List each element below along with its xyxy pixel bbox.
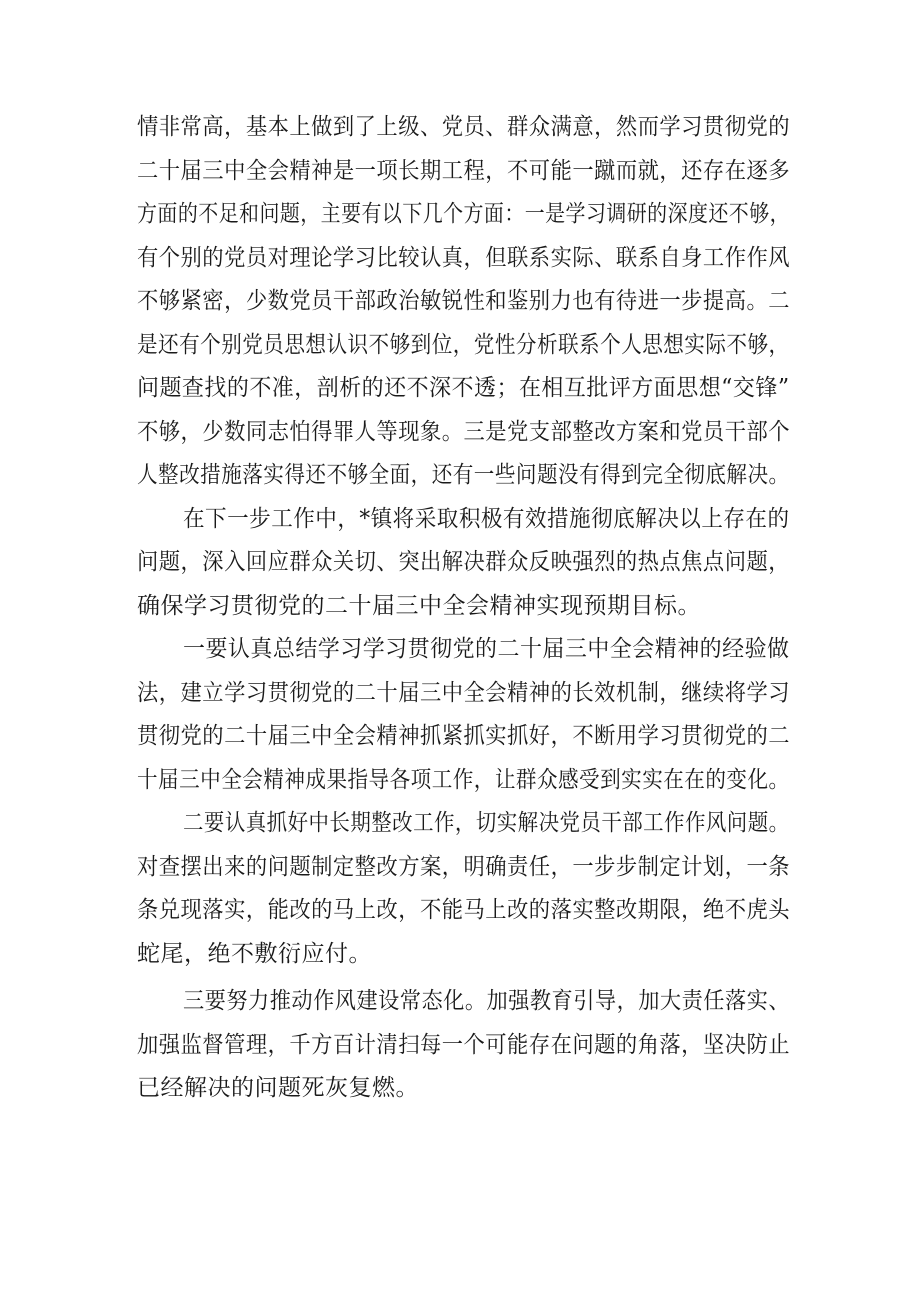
text-line: 已经解决的问题死灰复燃。 (137, 1075, 419, 1101)
text-line: 方面的不足和问题，主要有以下几个方面：一是学习调研的深度还不够， (137, 201, 790, 227)
text-line: 不够，少数同志怕得罪人等现象。三是党支部整改方案和党员干部个 (137, 419, 790, 445)
text-line: 一要认真总结学习学习贯彻党的二十届三中全会精神的经验做 (183, 636, 790, 662)
text-line: 对查摆出来的问题制定整改方案，明确责任，一步步制定计划，一条 (137, 854, 790, 880)
text-line: 法，建立学习贯彻党的二十届三中全会精神的长效机制，继续将学习 (137, 680, 790, 706)
text-line: 是还有个别党员思想认识不够到位，党性分析联系个人思想实际不够， (137, 332, 790, 358)
text-line: 人整改措施落实得还不够全面，还有一些问题没有得到完全彻底解决。 (137, 462, 790, 488)
text-line: 贯彻党的二十届三中全会精神抓紧抓实抓好，不断用学习贯彻党的二 (137, 723, 790, 749)
text-line: 十届三中全会精神成果指导各项工作，让群众感受到实实在在的变化。 (137, 767, 790, 793)
text-line: 情非常高，基本上做到了上级、党员、群众满意，然而学习贯彻党的 (137, 114, 790, 140)
text-line: 问题，深入回应群众关切、突出解决群众反映强烈的热点焦点问题， (137, 549, 790, 575)
text-line: 二要认真抓好中长期整改工作，切实解决党员干部工作作风问题。 (183, 810, 790, 836)
text-line: 加强监督管理，千方百计清扫每一个可能存在问题的角落，坚决防止 (137, 1032, 790, 1058)
text-line: 条兑现落实，能改的马上改，不能马上改的落实整改期限，绝不虎头 (137, 897, 790, 923)
text-line: 二十届三中全会精神是一项长期工程，不可能一蹴而就，还存在逐多 (137, 158, 790, 184)
text-line: 问题查找的不准，剖析的还不深不透；在相互批评方面思想“交锋” (137, 375, 790, 401)
text-line: 蛇尾，绝不敷衍应付。 (137, 941, 372, 967)
text-line: 有个别的党员对理论学习比较认真，但联系实际、联系自身工作作风 (137, 245, 790, 271)
text-line: 不够紧密，少数党员干部政治敏锐性和鉴别力也有待进一步提高。二 (137, 288, 790, 314)
text-line: 在下一步工作中，*镇将采取积极有效措施彻底解决以上存在的 (183, 506, 790, 532)
text-line: 三要努力推动作风建设常态化。加强教育引导，加大责任落实、 (183, 988, 790, 1014)
text-line: 确保学习贯彻党的二十届三中全会精神实现预期目标。 (137, 593, 701, 619)
